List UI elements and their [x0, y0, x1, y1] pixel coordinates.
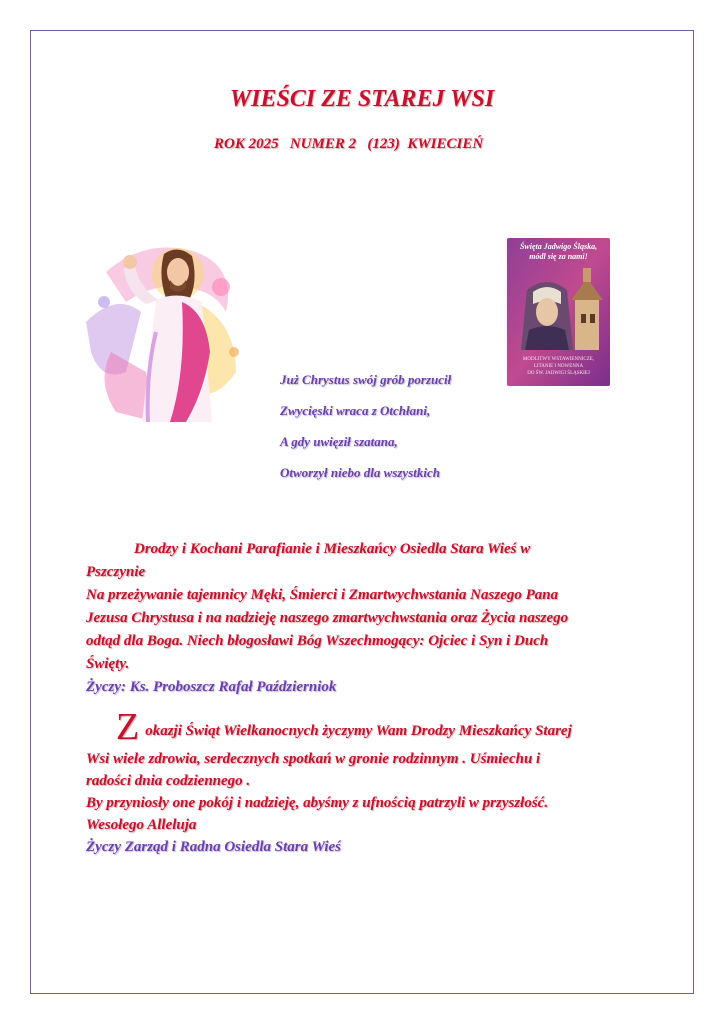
- parish-priest-greeting: Drodzy i Kochani Parafianie i Mieszkańcy Osiedla Stara Wieś w Pszczynie Na przeżywanie tajemnicy Męki, Śmierci i Zmartwychwstania Naszego Pana Jezusa Chrystusa i na nadzieję naszego zmartwychwstania oraz Życia naszego odtąd dla Boga. Niech błogosławi Bóg Wszechmogący: Ojciec i Syn i Duch Święty. Życzy: Ks. Proboszcz Rafał Październiok: [86, 538, 646, 699]
- booklet-heading: Święta Jadwigo Śląska, módl się za nami!: [519, 242, 598, 261]
- hymn-line: Zwycięski wraca z Otchłani,: [280, 403, 431, 418]
- hymn-line: Otworzył niebo dla wszystkich: [280, 465, 440, 480]
- hymn-line: Już Chrystus swój grób porzucił: [280, 372, 452, 387]
- st-hedwig-booklet-cover: [507, 238, 610, 386]
- hymn-line: A gdy uwięził szatana,: [280, 434, 398, 449]
- council-greeting: Zokazji Świąt Wielkanocnych życzymy Wam Drodzy Mieszkańcy Starej Wsi wiele zdrowia, serdecznych spotkań w gronie rodzinnym . Uśmiechu i radości dnia codziennego . By przyniosły one pokój i nadzieję, abyśmy z ufnością patrzyli w przyszłość. Wesołego Alleluja Życzy Zarząd i Radna Osiedla Stara Wieś: [86, 708, 656, 858]
- issue-info: ROK 2025 NUMER 2 (123) KWIECIEŃ: [214, 136, 484, 152]
- drop-cap: Z: [116, 706, 140, 748]
- easter-hymn: [280, 372, 451, 496]
- jesus-illustration: [86, 232, 244, 422]
- priest-signature: Życzy: Ks. Proboszcz Rafał Październiok: [86, 679, 337, 695]
- council-signature: Życzy Zarząd i Radna Osiedla Stara Wieś: [86, 839, 342, 855]
- booklet-caption: MODLITWY WSTAWIENNICZE, LITANIE I NOWENNA DO ŚW. JADWIGI ŚLĄSKIEJ: [522, 357, 595, 376]
- newsletter-title: WIEŚCI ZE STAREJ WSI: [229, 86, 495, 112]
